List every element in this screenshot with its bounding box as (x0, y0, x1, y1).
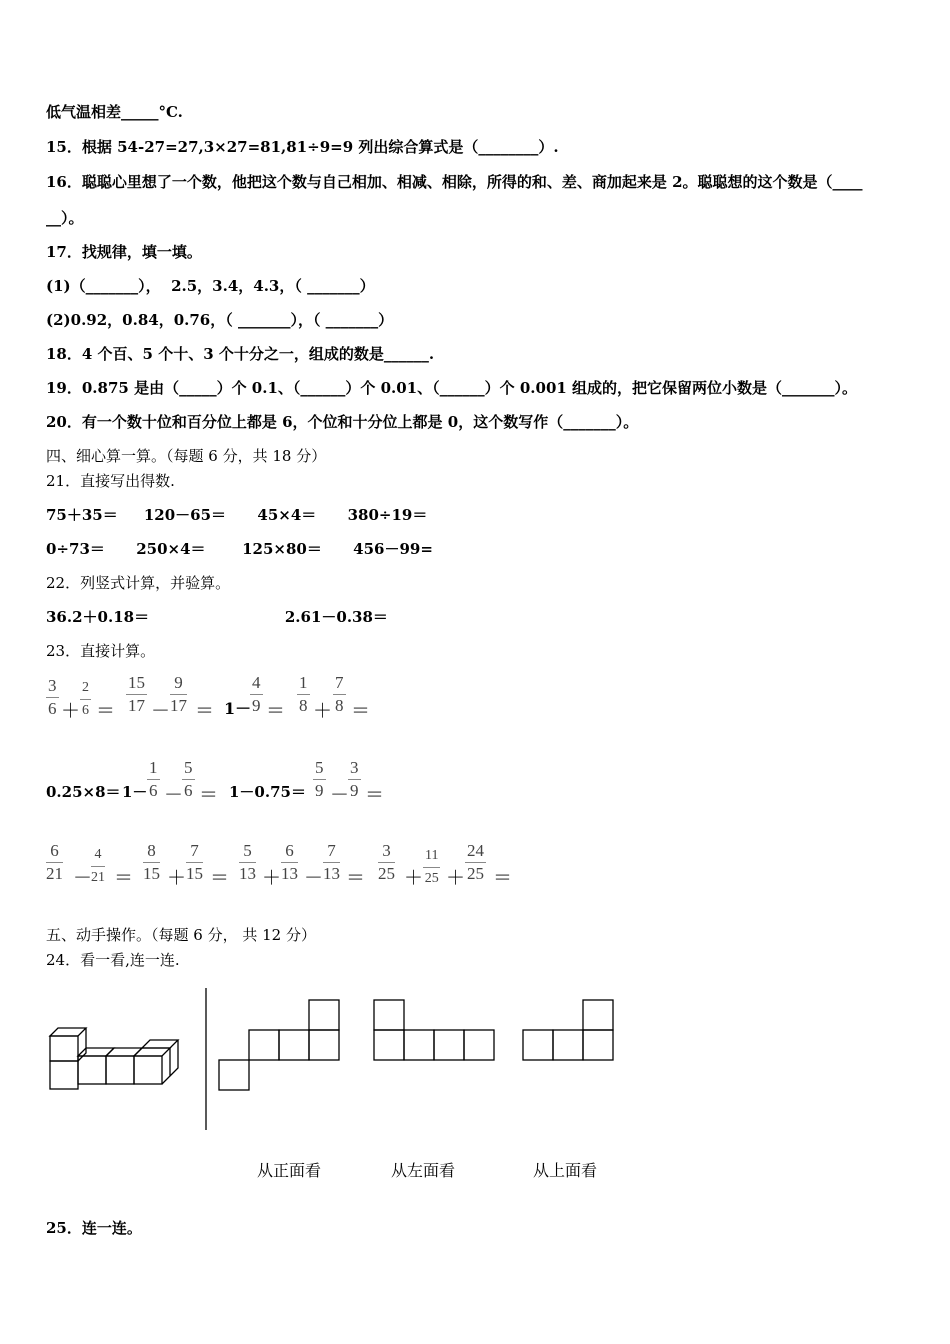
plus-sign: ＋ (313, 700, 333, 722)
fraction: $\frac{4}{9}$ (252, 673, 261, 715)
q14-tail: 低气温相差_____°C. (46, 103, 183, 121)
fraction: $\frac{9}{17}$ (170, 673, 187, 715)
equals-sign: ＝ (266, 700, 286, 722)
q22: 22．列竖式计算，并验算。 (46, 574, 231, 592)
q24: 24．看一看,连一连. (46, 951, 180, 969)
top-view-shape (523, 1000, 613, 1060)
q18: 18．4 个百、5 个十、3 个十分之一，组成的数是______. (46, 345, 435, 363)
minus-sign: － (304, 867, 324, 889)
fraction: $\frac{3}{6}$ (48, 676, 57, 718)
q22-problems: 36.2＋0.18＝ 2.61－0.38＝ (46, 608, 388, 626)
fraction: $\frac{7}{13}$ (323, 841, 340, 883)
fraction: $\frac{15}{17}$ (128, 673, 145, 715)
plus-sign: ＋ (404, 867, 424, 889)
fraction: $\frac{2}{6}$ (80, 677, 91, 722)
plus-sign: ＋ (167, 867, 187, 889)
equals-sign: ＝ (365, 784, 385, 806)
plus-sign: ＋ (446, 867, 466, 889)
expr-decimal: 1－0.75＝ (229, 783, 306, 801)
one-minus: 1－ (122, 783, 148, 801)
q16-line1: 16．聪聪心里想了一个数，他把这个数与自己相加、相减、相除，所得的和、差、商加起来是 2。聪聪想的这个数是（____ (46, 173, 863, 191)
section-5-heading: 五、动手操作。（每题 6 分， 共 12 分） (46, 926, 316, 944)
expr-decimal: 0.25×8＝ (46, 783, 121, 801)
caption-left-view: 从左面看 (391, 1161, 456, 1180)
fraction: $\frac{6}{21}$ (46, 841, 63, 883)
left-view-shape (374, 1000, 494, 1060)
equals-sign: ＝ (493, 867, 513, 889)
equals-sign: ＝ (96, 700, 116, 722)
plus-sign: ＋ (61, 700, 81, 722)
q17-part2: (2)0.92，0.84，0.76，（ _______），（ _______） (46, 311, 394, 329)
equals-sign: ＝ (346, 867, 366, 889)
minus-sign: － (164, 784, 184, 806)
fraction: $\frac{3}{9}$ (350, 758, 359, 800)
q21-row1: 75＋35＝ 120－65＝ 45×4＝ 380÷19＝ (46, 506, 428, 524)
minus-sign: － (73, 867, 93, 889)
equals-sign: ＝ (195, 700, 215, 722)
fraction: $\frac{8}{15}$ (143, 841, 160, 883)
q17: 17．找规律，填一填。 (46, 243, 202, 261)
q19: 19．0.875 是由（_____）个 0.1、（______）个 0.01、（______）个 0.001 组成的，把它保留两位小数是（_______）。 (46, 379, 858, 397)
equals-sign: ＝ (210, 867, 230, 889)
q25: 25．连一连。 (46, 1219, 142, 1237)
fraction: $\frac{7}{15}$ (186, 841, 203, 883)
fraction: $\frac{1}{8}$ (299, 673, 308, 715)
fraction: $\frac{3}{25}$ (378, 841, 395, 883)
fraction: $\frac{7}{8}$ (335, 673, 344, 715)
q23: 23．直接计算。 (46, 642, 156, 660)
equals-sign: ＝ (114, 867, 134, 889)
fraction: $\frac{6}{13}$ (281, 841, 298, 883)
section-4-heading: 四、细心算一算。（每题 6 分，共 18 分） (46, 447, 327, 465)
minus-sign: － (330, 784, 350, 806)
cube-stack-figure (50, 1028, 178, 1089)
minus-sign: － (151, 700, 171, 722)
q17-part1: (1)（_______）， 2.5，3.4，4.3，（ _______） (46, 277, 375, 295)
fraction: $\frac{5}{13}$ (239, 841, 256, 883)
caption-front-view: 从正面看 (257, 1161, 322, 1180)
fraction: $\frac{1}{6}$ (149, 758, 158, 800)
fraction: $\frac{24}{25}$ (467, 841, 484, 883)
fraction: $\frac{5}{9}$ (315, 758, 324, 800)
q20: 20．有一个数十位和百分位上都是 6，个位和十分位上都是 0，这个数写作（_______）。 (46, 413, 639, 431)
q15: 15．根据 54-27=27,3×27=81,81÷9=9 列出综合算式是（________）. (46, 138, 559, 156)
fraction: $\frac{4}{21}$ (91, 844, 105, 889)
caption-top-view: 从上面看 (533, 1161, 598, 1180)
fraction: $\frac{11}{25}$ (423, 845, 440, 890)
equals-sign: ＝ (199, 784, 219, 806)
equals-sign: ＝ (351, 700, 371, 722)
one-minus: 1－ (224, 699, 252, 718)
front-view-shape (219, 1000, 339, 1090)
q21-row2: 0÷73＝ 250×4＝ 125×80＝ 456－99= (46, 540, 433, 558)
plus-sign: ＋ (262, 867, 282, 889)
q16-line2: __）。 (46, 209, 84, 227)
fraction: $\frac{5}{6}$ (184, 758, 193, 800)
q21: 21．直接写出得数. (46, 472, 175, 490)
